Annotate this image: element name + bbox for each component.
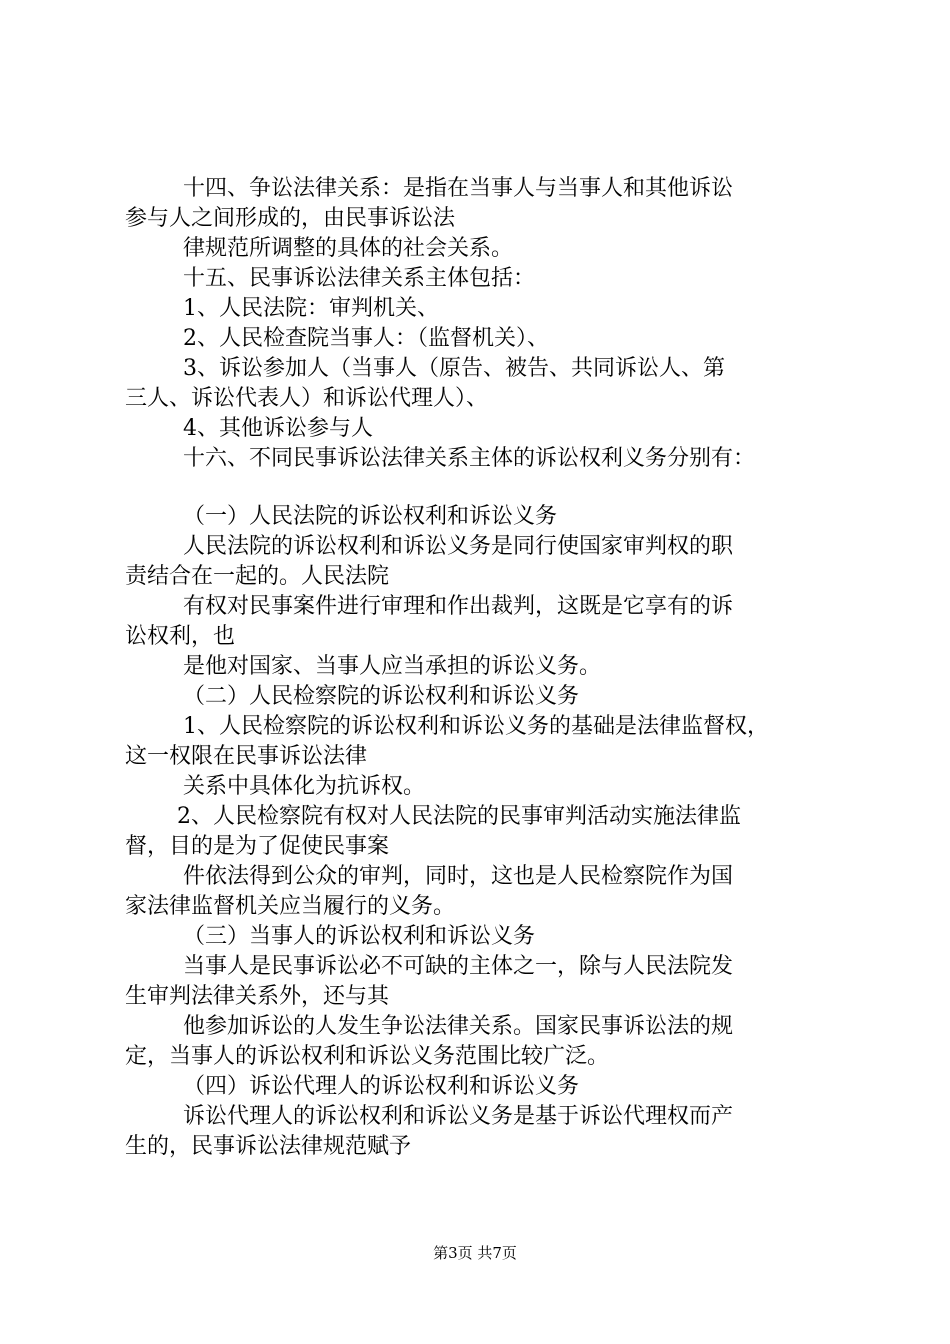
text-line: 律规范所调整的具体的社会关系。 — [183, 236, 514, 261]
text-line: 人民法院的诉讼权利和诉讼义务是同行使国家审判权的职 — [183, 534, 734, 559]
paragraph-gap — [125, 474, 840, 502]
text-line: 有权对民事案件进行审理和作出裁判，这既是它享有的诉 — [183, 594, 734, 619]
text-line: 2、人民检查院当事人：（监督机关）、 — [183, 326, 549, 351]
text-line: （一）人民法院的诉讼权利和诉讼义务 — [183, 504, 558, 529]
text-line: 生审判法律关系外，还与其 — [125, 984, 390, 1009]
text-line: 这一权限在民事诉讼法律 — [125, 744, 368, 769]
text-line: 关系中具体化为抗诉权。 — [183, 774, 426, 799]
text-line: 十四、争讼法律关系：是指在当事人与当事人和其他诉讼 — [183, 176, 734, 201]
text-line: 1、人民法院：审判机关、 — [183, 296, 439, 321]
text-line: 三人、诉讼代表人）和诉讼代理人）、 — [125, 386, 489, 411]
text-line: 件依法得到公众的审判，同时，这也是人民检察院作为国 — [183, 864, 734, 889]
text-line: （二）人民检察院的诉讼权利和诉讼义务 — [183, 684, 580, 709]
text-line: 当事人是民事诉讼必不可缺的主体之一，除与人民法院发 — [183, 954, 734, 979]
text-line: 定，当事人的诉讼权利和诉讼义务范围比较广泛。 — [125, 1044, 610, 1069]
text-line: 是他对国家、当事人应当承担的诉讼义务。 — [183, 654, 602, 679]
text-line: 十六、不同民事诉讼法律关系主体的诉讼权利义务分别有： — [183, 446, 756, 471]
text-line: 责结合在一起的。人民法院 — [125, 564, 390, 589]
text-line: 1、人民检察院的诉讼权利和诉讼义务的基础是法律监督权， — [183, 714, 769, 739]
text-line: 3、诉讼参加人（当事人（原告、被告、共同诉讼人、第 — [183, 356, 725, 381]
text-line: 4、其他诉讼参与人 — [183, 416, 373, 441]
document-body — [125, 174, 840, 1162]
text-line: 他参加诉讼的人发生争讼法律关系。国家民事诉讼法的规 — [183, 1014, 734, 1039]
text-line: （三）当事人的诉讼权利和诉讼义务 — [183, 924, 536, 949]
text-line: 讼权利，也 — [125, 624, 236, 649]
text-line: 2、人民检察院有权对人民法院的民事审判活动实施法律监 — [177, 804, 741, 829]
text-line: 生的，民事诉讼法律规范赋予 — [125, 1134, 412, 1159]
text-line: 督，目的是为了促使民事案 — [125, 834, 390, 859]
text-line: 诉讼代理人的诉讼权利和诉讼义务是基于诉讼代理权而产 — [183, 1104, 734, 1129]
text-line: 家法律监督机关应当履行的义务。 — [125, 894, 456, 919]
text-line: 十五、民事诉讼法律关系主体包括： — [183, 266, 536, 291]
text-line: （四）诉讼代理人的诉讼权利和诉讼义务 — [183, 1074, 580, 1099]
page-number-footer: 第3页 共7页 — [433, 1244, 517, 1262]
text-line: 参与人之间形成的，由民事诉讼法 — [125, 206, 456, 231]
